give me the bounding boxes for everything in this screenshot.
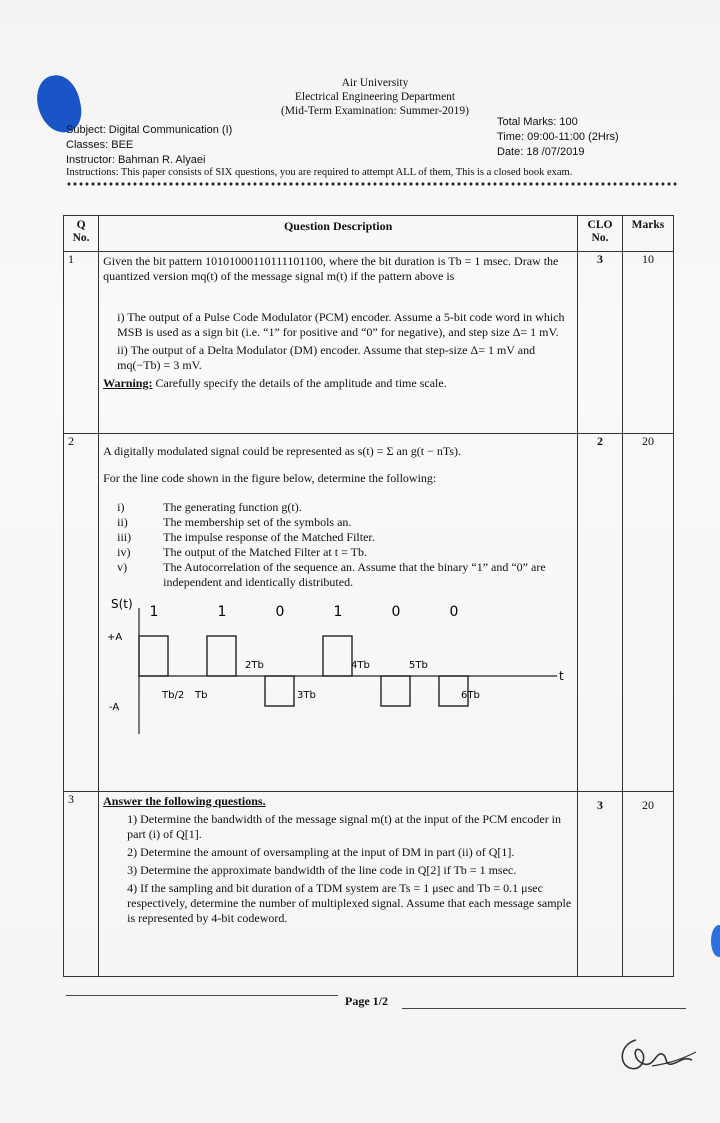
q2-item-number: iv)	[117, 545, 131, 559]
q2-description	[99, 434, 578, 792]
col-q-no: Q No.	[64, 216, 99, 252]
q1-number: 1	[64, 252, 99, 434]
tick-label: Tb	[195, 690, 208, 701]
q3-item: 1) Determine the bandwidth of the message signal m(t) at the input of the PCM encoder in part (i) of Q[1].	[127, 812, 562, 841]
q3-item: 4) If the sampling and bit duration of a TDM system are Ts = 1 μsec and Tb = 0.1 μsec respectively, determine the number of multiplexed signal. Assume that each message sample is represented by 4-bit codeword.	[127, 881, 572, 925]
page-number: Page 1/2	[345, 994, 388, 1008]
q3-heading: Answer the following questions.	[103, 794, 266, 808]
plus-a-label: +A	[107, 632, 123, 643]
tick-label: 3Tb	[297, 690, 316, 701]
q2-item-number: ii)	[117, 515, 128, 529]
q2-intro: A digitally modulated signal could be represented as s(t) = Σ an g(t − nTs).	[103, 444, 462, 458]
footer-rule-right	[402, 1008, 686, 1009]
pulse-3	[323, 636, 352, 676]
q3-clo: 3	[578, 792, 623, 977]
subject-line: Subject: Digital Communication (I)	[66, 124, 233, 136]
tick-label: 6Tb	[461, 690, 480, 701]
q2-item	[117, 560, 573, 590]
q1-marks: 10	[622, 252, 673, 434]
q2-item-text: The membership set of the symbols an.	[163, 515, 352, 529]
tick-label: 5Tb	[409, 660, 428, 671]
tick-label: 2Tb	[245, 660, 264, 671]
signature	[612, 1030, 702, 1078]
bit-label: 1	[149, 604, 159, 620]
line-code-figure	[103, 594, 573, 744]
q2-item-text: The Autocorrelation of the sequence an. Assume that the binary “1” and “0” are independent and identically distributed.	[163, 560, 546, 589]
q2-item-text: The generating function g(t).	[163, 500, 302, 514]
exam-name: (Mid-Term Examination: Summer-2019)	[280, 105, 470, 117]
instructor-line: Instructor: Bahman R. Alyaei	[66, 154, 206, 166]
q2-item	[117, 500, 573, 515]
bit-label: 1	[333, 604, 343, 620]
q2-item-number: v)	[117, 560, 128, 574]
col-clo: CLO No.	[578, 216, 623, 252]
q2-item-list	[117, 500, 573, 590]
q2-item-text: The impulse response of the Matched Filter.	[163, 530, 375, 544]
col-marks: Marks	[622, 216, 673, 252]
q2-item-number: iii)	[117, 530, 132, 544]
q2-number: 2	[64, 434, 99, 792]
university-name: Air University	[341, 77, 409, 89]
bit-label: 0	[391, 604, 401, 620]
total-marks: Total Marks: 100	[497, 116, 578, 128]
q2-marks: 20	[622, 434, 673, 792]
q3-item: 3) Determine the approximate bandwidth of the line code in Q[2] if Tb = 1 msec.	[127, 863, 517, 877]
pulse-2	[265, 676, 294, 706]
q2-item	[117, 530, 573, 545]
classes-line: Classes: BEE	[66, 139, 134, 151]
q2-item-number: i)	[117, 500, 125, 514]
col-description: Question Description	[99, 216, 578, 252]
q1-part-ii: ii) The output of a Delta Modulator (DM) encoder. Assume that step-size Δ= 1 mV and mq(−Tb) = 3 mV.	[117, 343, 536, 372]
q1-intro: Given the bit pattern 10101000110111101100, where the bit duration is Tb = 1 msec. Draw the quantized version mq(t) of the message signal m(t) if the pattern above is	[103, 254, 559, 283]
exam-time: Time: 09:00-11:00 (2Hrs)	[497, 131, 619, 143]
q2-line2: For the line code shown in the figure below, determine the following:	[103, 471, 437, 485]
q3-item: 2) Determine the amount of oversampling at the input of DM in part (ii) of Q[1].	[127, 845, 515, 859]
blue-edge-mark	[711, 925, 720, 957]
pulse-1	[207, 636, 236, 676]
q1-part-i: i) The output of a Pulse Code Modulator (PCM) encoder. Assume a 5-bit code word in which MSB is used as a sign bit (i.e. “1” for positive and “0” for negative), and step size Δ= 1 mV.	[117, 310, 565, 339]
question-table	[63, 215, 674, 977]
q2-clo: 2	[578, 434, 623, 792]
table-header-row	[64, 216, 674, 252]
s-axis-label: S(t)	[111, 597, 133, 611]
bit-label: 0	[275, 604, 285, 620]
q3-marks: 20	[622, 792, 673, 977]
tick-label: 4Tb	[351, 660, 370, 671]
pulse-0	[139, 636, 168, 676]
q3-description	[99, 792, 578, 977]
q1-clo: 3	[578, 252, 623, 434]
q2-item	[117, 545, 573, 560]
q2-item-text: The output of the Matched Filter at t = Tb.	[163, 545, 367, 559]
question-3-row	[64, 792, 674, 977]
q3-item-list	[127, 812, 573, 926]
q3-number: 3	[64, 792, 99, 977]
footer-rule-left	[66, 995, 338, 996]
t-axis-label: t	[559, 669, 564, 683]
dotted-separator	[66, 181, 678, 187]
instructions: Instructions: This paper consists of SIX questions, you are required to attempt ALL of them, This is a closed book exam.	[66, 167, 573, 178]
q1-warning-label: Warning:	[103, 376, 153, 390]
question-2-row	[64, 434, 674, 792]
question-1-row	[64, 252, 674, 434]
bit-label: 1	[217, 604, 227, 620]
tick-label: Tb/2	[162, 690, 185, 701]
q1-description	[99, 252, 578, 434]
pulse-4	[381, 676, 410, 706]
department-name: Electrical Engineering Department	[294, 91, 456, 103]
q2-item	[117, 515, 573, 530]
bit-label: 0	[449, 604, 459, 620]
minus-a-label: -A	[109, 702, 120, 713]
q1-warning-text: Carefully specify the details of the amplitude and time scale.	[155, 376, 447, 390]
exam-date: Date: 18 /07/2019	[497, 146, 585, 158]
